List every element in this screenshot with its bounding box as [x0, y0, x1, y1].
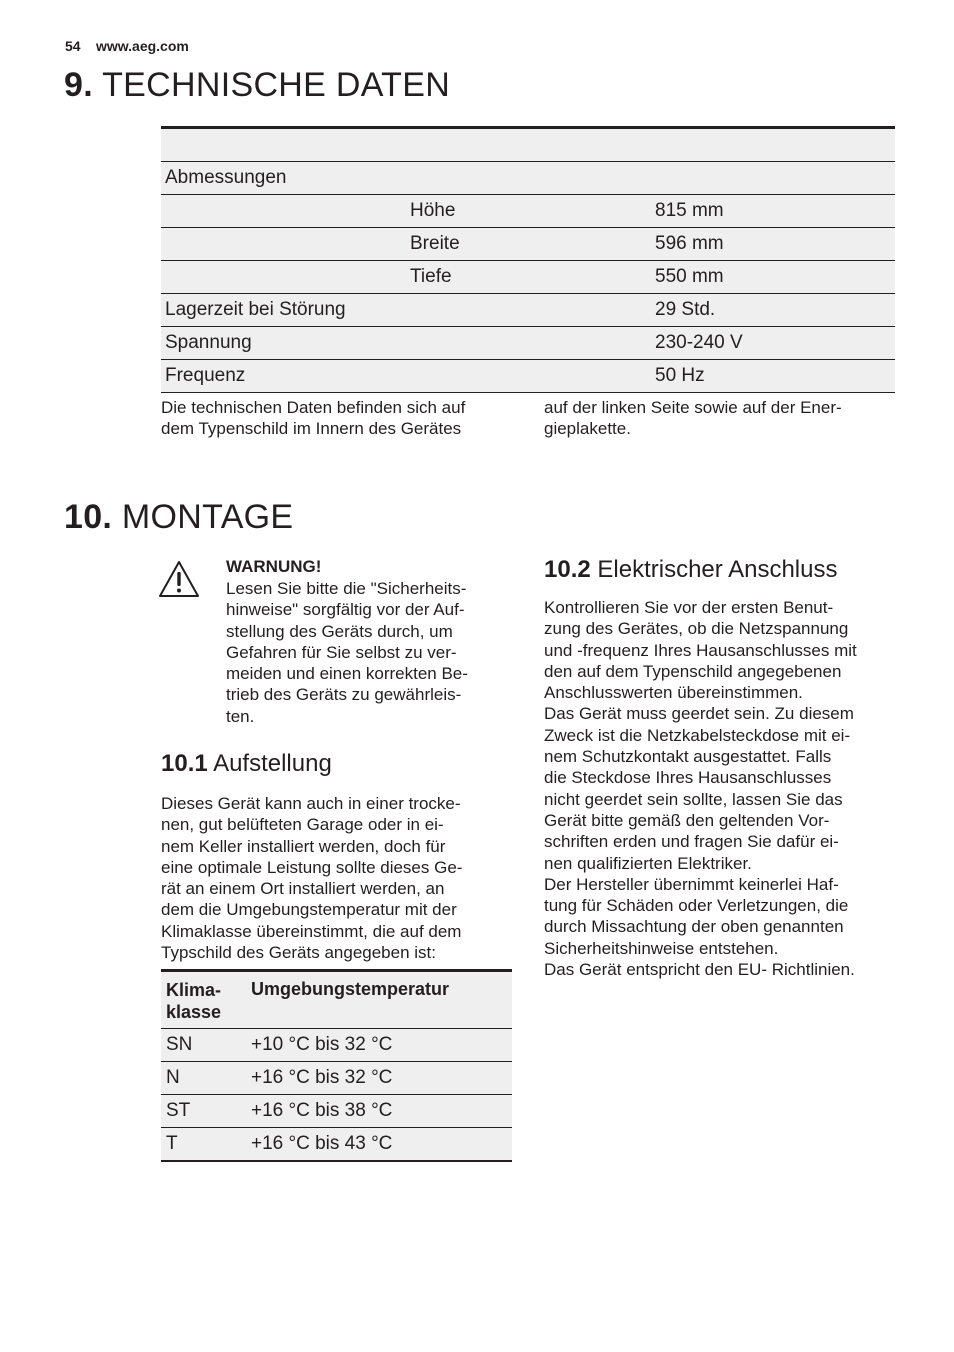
- section-title: TECHNISCHE DATEN: [102, 66, 451, 104]
- paragraph-line: den auf dem Typenschild angegebenen: [544, 661, 842, 681]
- header-line: klasse: [166, 1002, 222, 1022]
- table-cell: +16 °C bis 32 °C: [251, 1067, 393, 1088]
- table-row: [161, 360, 895, 393]
- column-header-klimaklasse: [166, 979, 246, 1023]
- paragraph-line: nem Schutzkontakt ausgestattet. Falls: [544, 747, 832, 767]
- table-cell: Höhe: [410, 200, 456, 221]
- paragraph-line: schriften erden und fragen Sie dafür ei-: [544, 832, 839, 852]
- page-number: 54: [65, 38, 81, 54]
- table-row: [161, 294, 895, 327]
- table-cell: T: [166, 1133, 178, 1154]
- electrical-connection-paragraph: [544, 597, 939, 980]
- section-9-heading: [64, 66, 450, 105]
- table-cell: +16 °C bis 43 °C: [251, 1133, 393, 1154]
- note-line: gieplakette.: [544, 419, 631, 438]
- paragraph-line: Anschlusswerten übereinstimmen.: [544, 683, 803, 703]
- table-row: [161, 1062, 512, 1095]
- table-cell: N: [166, 1067, 180, 1088]
- table-cell: Spannung: [165, 332, 252, 353]
- paragraph-line: Dieses Gerät kann auch in einer trocke-: [161, 794, 461, 813]
- section-title: MONTAGE: [121, 498, 294, 536]
- warning-line: hinweise" sorgfältig vor der Auf-: [226, 600, 465, 620]
- subsection-number: 10.1: [161, 750, 208, 777]
- table-cell: 230-240 V: [655, 332, 743, 353]
- column-header-temperature: Umgebungstemperatur: [251, 979, 450, 999]
- table-cell: Breite: [410, 233, 460, 254]
- note-line: Die technischen Daten befinden sich auf: [161, 398, 466, 417]
- paragraph-line: und -frequenz Ihres Hausanschlusses mit: [544, 640, 857, 660]
- table-row: [161, 327, 895, 360]
- technical-data-note-right: [544, 397, 904, 439]
- section-number: 9.: [64, 66, 93, 104]
- warning-line: Gefahren für Sie selbst zu ver-: [226, 642, 457, 662]
- technical-data-note-left: [161, 397, 531, 439]
- table-cell: ST: [166, 1100, 191, 1121]
- warning-text: [226, 578, 516, 727]
- warning-triangle-icon: [158, 560, 200, 598]
- header-line: Klima-: [166, 980, 222, 1000]
- table-row: [161, 1128, 512, 1162]
- table-cell: +16 °C bis 38 °C: [251, 1100, 393, 1121]
- table-cell: +10 °C bis 32 °C: [251, 1034, 393, 1055]
- paragraph-line: Kontrollieren Sie vor der ersten Benut-: [544, 598, 834, 617]
- subsection-10-1-heading: [161, 750, 332, 778]
- table-row: [161, 1095, 512, 1128]
- warning-line: meiden und einen korrekten Be-: [226, 664, 468, 684]
- table-row: [161, 228, 895, 261]
- table-cell: 50 Hz: [655, 365, 705, 386]
- paragraph-line: nem Keller installiert werden, doch für: [161, 836, 446, 856]
- table-cell: 596 mm: [655, 233, 724, 254]
- paragraph-line: eine optimale Leistung sollte dieses Ge-: [161, 857, 463, 877]
- subsection-title: Elektrischer Anschluss: [597, 556, 838, 583]
- paragraph-line: Sicherheitshinweise entstehen.: [544, 938, 779, 958]
- paragraph-line: Der Hersteller übernimmt keinerlei Haf-: [544, 874, 839, 894]
- table-row: [161, 195, 895, 228]
- warning-line: Lesen Sie bitte die "Sicherheits-: [226, 579, 467, 598]
- warning-line: ten.: [226, 706, 255, 726]
- warning-line: trieb des Geräts zu gewährleis-: [226, 685, 462, 705]
- note-line: dem Typenschild im Innern des Gerätes: [161, 419, 462, 438]
- paragraph-line: zung des Gerätes, ob die Netzspannung: [544, 619, 849, 639]
- paragraph-line: Gerät bitte gemäß den geltenden Vor-: [544, 810, 830, 830]
- table-cell: 29 Std.: [655, 299, 716, 320]
- section-10-heading: [64, 498, 293, 537]
- table-cell: SN: [166, 1034, 193, 1055]
- climate-class-table: [161, 969, 512, 1162]
- paragraph-line: Das Gerät muss geerdet sein. Zu diesem: [544, 704, 854, 724]
- table-cell: Tiefe: [410, 266, 452, 287]
- table-row: [161, 1029, 512, 1062]
- table-cell: Frequenz: [165, 365, 246, 386]
- paragraph-line: durch Missachtung der oben genannten: [544, 917, 844, 937]
- table-cell: Lagerzeit bei Störung: [165, 299, 346, 320]
- note-line: auf der linken Seite sowie auf der Ener-: [544, 398, 842, 417]
- table-header-row: [161, 972, 512, 1029]
- paragraph-line: dem die Umgebungstemperatur mit der: [161, 900, 457, 920]
- paragraph-line: Typschild des Geräts angegeben ist:: [161, 943, 436, 963]
- paragraph-line: tung für Schäden oder Verletzungen, die: [544, 896, 849, 916]
- subsection-number: 10.2: [544, 556, 591, 583]
- paragraph-line: Klimaklasse übereinstimmt, die auf dem: [161, 921, 462, 941]
- table-cell: Abmessungen: [165, 167, 287, 188]
- section-number: 10.: [64, 498, 113, 536]
- aufstellung-paragraph: [161, 793, 521, 963]
- subsection-10-2-heading: [544, 556, 837, 584]
- warning-line: stellung des Geräts durch, um: [226, 621, 453, 641]
- paragraph-line: nicht geerdet sein sollte, lassen Sie das: [544, 789, 843, 809]
- table-row: [161, 162, 895, 195]
- table-cell: 550 mm: [655, 266, 724, 287]
- paragraph-line: nen qualifizierten Elektriker.: [544, 853, 752, 873]
- paragraph-line: Das Gerät entspricht den EU- Richtlinien.: [544, 960, 855, 980]
- table-header-row: [161, 129, 895, 162]
- paragraph-line: die Steckdose Ihres Hausanschlusses: [544, 768, 832, 788]
- warning-title: WARNUNG!: [226, 557, 322, 576]
- paragraph-line: rät an einem Ort installiert werden, an: [161, 879, 445, 899]
- paragraph-line: nen, gut belüfteten Garage oder in ei-: [161, 815, 444, 835]
- table-cell: 815 mm: [655, 200, 724, 221]
- website-link: www.aeg.com: [96, 38, 189, 54]
- paragraph-line: Zweck ist die Netzkabelsteckdose mit ei-: [544, 725, 851, 745]
- subsection-title: Aufstellung: [213, 750, 332, 777]
- technical-data-table: [161, 126, 895, 393]
- table-row: [161, 261, 895, 294]
